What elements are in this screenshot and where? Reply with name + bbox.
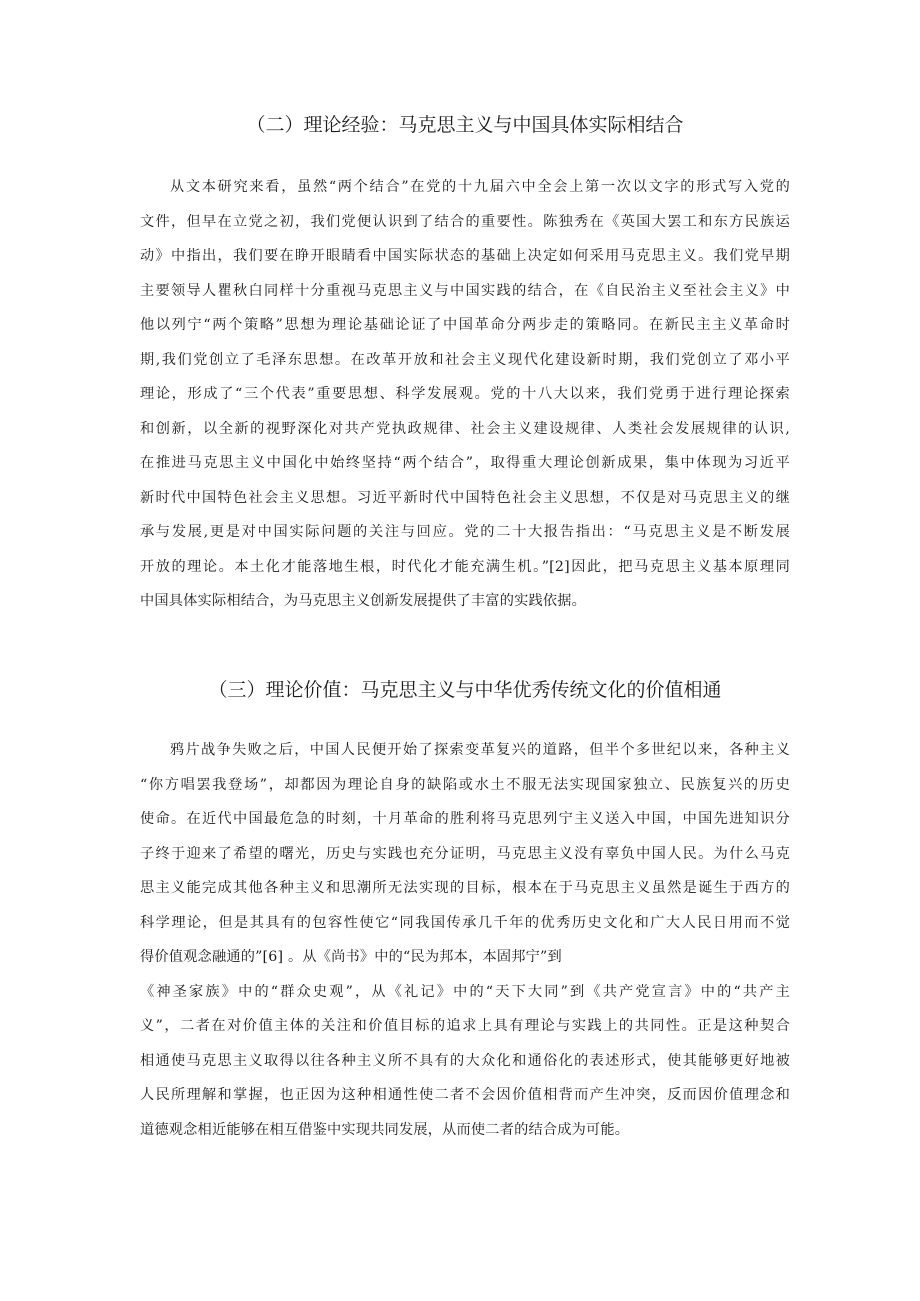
paragraph-line: 主要领导人瞿秋白同样十分重视马克思主义与中国实践的结合，在《自民治主义至社会主义》中: [140, 282, 790, 299]
paragraph-line: 从文本研究来看，虽然“两个结合”在党的十九届六中全会上第一次以文字的形式写入党的: [170, 179, 790, 195]
paragraph-line: 思主义能完成其他各种主义和思潮所无法实现的目标，根本在于马克思主义虽然是诞生于西方的: [140, 880, 790, 896]
paragraph-line: 他以列宁“两个策略”思想为理论基础论证了中国革命分两步走的策略同。在新民主主义革命时: [140, 317, 790, 333]
paragraph-line: 开放的理论。本土化才能落地生根，时代化才能充满生机。”[2]因此，把马克思主义基本原理同: [140, 558, 790, 575]
paragraph-line: 使命。在近代中国最危急的时刻，十月革命的胜利将马克思列宁主义送入中国，中国先进知识分: [140, 811, 790, 827]
paragraph-line: 期,我们党创立了毛泽东思想。在改革开放和社会主义现代化建设新时期，我们党创立了邓小平: [140, 351, 790, 368]
paragraph-line: 鸦片战争失败之后，中国人民便开始了探索变革复兴的道路，但半个多世纪以来，各种主义: [170, 742, 790, 758]
paragraph-line: 道德观念相近能够在相互借鉴中实现共同发展，从而使二者的结合成为可能。: [140, 1121, 630, 1138]
section-heading-theory-experience: （二）理论经验：马克思主义与中国具体实际相结合: [246, 114, 684, 136]
paragraph-line: 义”，二者在对价值主体的关注和价值目标的追求上具有理论与实践上的共同性。正是这种契合: [140, 1018, 790, 1034]
paragraph-line: 人民所理解和掌握，也正因为这种相通性使二者不会因价值相背而产生冲突，反而因价值理念和: [140, 1087, 790, 1103]
section-heading-theory-value: （三）理论价值：马克思主义与中华优秀传统文化的价值相通: [208, 679, 722, 701]
paragraph-line: 《神圣家族》中的“群众史观”，从《礼记》中的“天下大同”到《共产党宣言》中的“共产主: [140, 983, 790, 1000]
paragraph-line: “你方唱罢我登场”，却都因为理论自身的缺陷或水土不服无法实现国家独立、民族复兴的历史: [140, 776, 790, 793]
paragraph-line: 新时代中国特色社会主义思想。习近平新时代中国特色社会主义思想，不仅是对马克思主义的继: [140, 489, 790, 506]
paragraph-line: 文件，但早在立党之初，我们党便认识到了结合的重要性。陈独秀在《英国大罢工和东方民族运: [140, 213, 790, 230]
paragraph-theory-experience: [140, 170, 790, 619]
paragraph-theory-value: [140, 733, 790, 1147]
paragraph-line: 理论，形成了“三个代表”重要思想、科学发展观。党的十八大以来，我们党勇于进行理论探索: [140, 386, 790, 402]
paragraph-line: 动》中指出，我们要在睁开眼睛看中国实际状态的基础上决定如何采用马克思主义。我们党早期: [140, 248, 790, 264]
paragraph-line: 中国具体实际相结合，为马克思主义创新发展提供了丰富的实践依据。: [140, 593, 587, 609]
paragraph-line: 和创新，以全新的视野深化对共产党执政规律、社会主义建设规律、人类社会发展规律的认识,: [140, 420, 790, 437]
paragraph-line: 相通使马克思主义取得以往各种主义所不具有的大众化和通俗化的表述形式，使其能够更好地被: [140, 1052, 790, 1069]
paragraph-line: 科学理论，但是其具有的包容性使它“同我国传承几千年的优秀历史文化和广大人民日用而不觉: [140, 914, 790, 931]
paragraph-line: 在推进马克思主义中国化中始终坚持“两个结合”，取得重大理论创新成果，集中体现为习近平: [140, 455, 790, 471]
paragraph-line: 子终于迎来了希望的曙光，历史与实践也充分证明，马克思主义没有辜负中国人民。为什么马克: [140, 845, 790, 862]
paragraph-line: 得价值观念融通的”[6] 。从《尚书》中的“民为邦本，本固邦宁”到: [140, 949, 562, 965]
paragraph-line: 承与发展,更是对中国实际问题的关注与回应。党的二十大报告指出：“马克思主义是不断发展: [140, 524, 790, 540]
